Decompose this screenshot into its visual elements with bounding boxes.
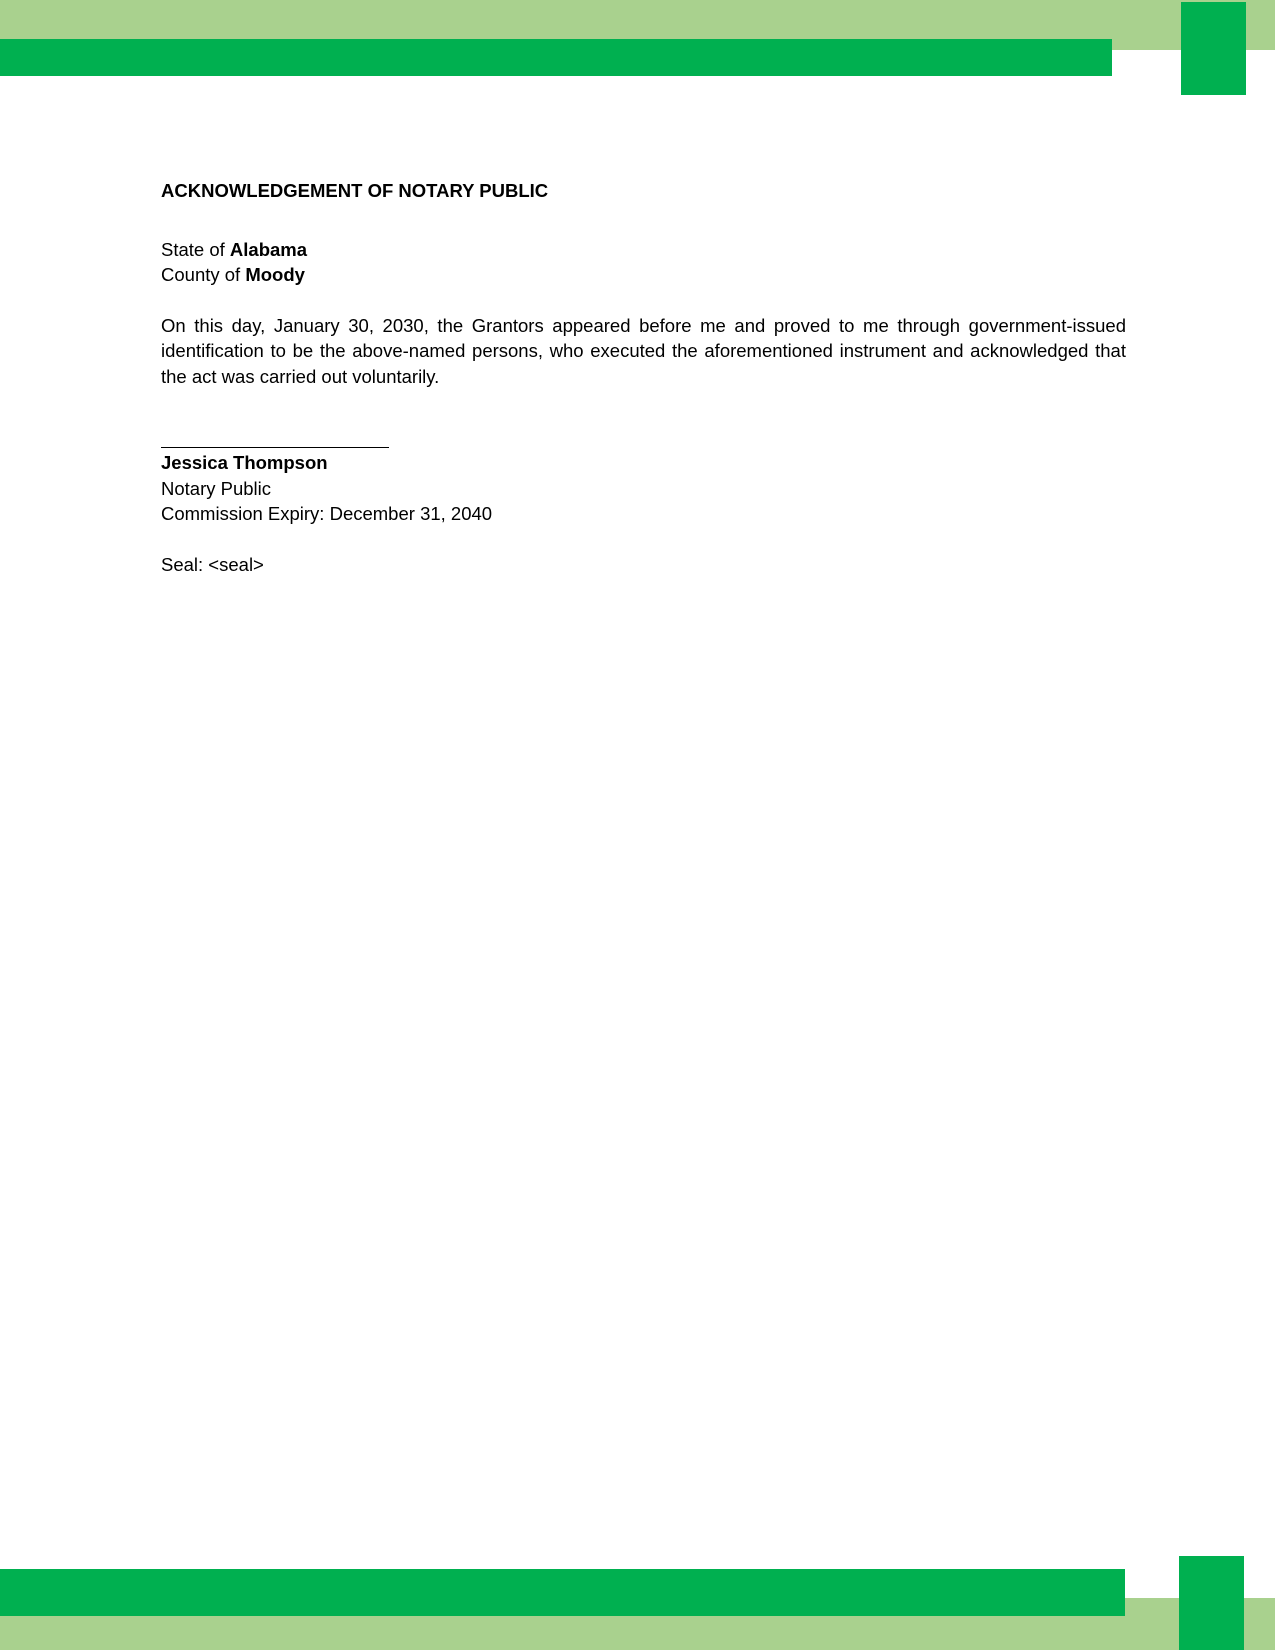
acknowledgement-paragraph: On this day, January 30, 2030, the Grantors appeared before me and proved to me through government-issued identification to be the above-named persons, who executed the aforementioned instrument and acknowledged that the act was carried out voluntarily. (161, 314, 1126, 387)
spacer (161, 389, 1126, 447)
footer-band-dark (0, 1569, 1125, 1616)
commission-expiry: Commission Expiry: December 31, 2040 (161, 503, 493, 524)
county-prefix: County of (161, 264, 241, 285)
county-value: Moody (245, 264, 305, 285)
footer-accent-square (1179, 1556, 1244, 1650)
notary-name: Jessica Thompson (161, 452, 328, 473)
county-line (161, 262, 1126, 288)
spacer (161, 288, 1126, 313)
state-line (161, 237, 1126, 263)
document-title: ACKNOWLEDGEMENT OF NOTARY PUBLIC (161, 180, 549, 201)
state-prefix: State of (161, 238, 225, 260)
signature-line (161, 447, 389, 448)
notary-title: Notary Public (161, 477, 272, 499)
state-value: Alabama (229, 238, 308, 260)
header-accent-square (1181, 2, 1246, 95)
document-body (161, 178, 1126, 577)
spacer (161, 527, 1126, 552)
header-band-dark (0, 39, 1112, 76)
spacer (161, 204, 1126, 237)
seal-placeholder: Seal: <seal> (161, 553, 264, 575)
